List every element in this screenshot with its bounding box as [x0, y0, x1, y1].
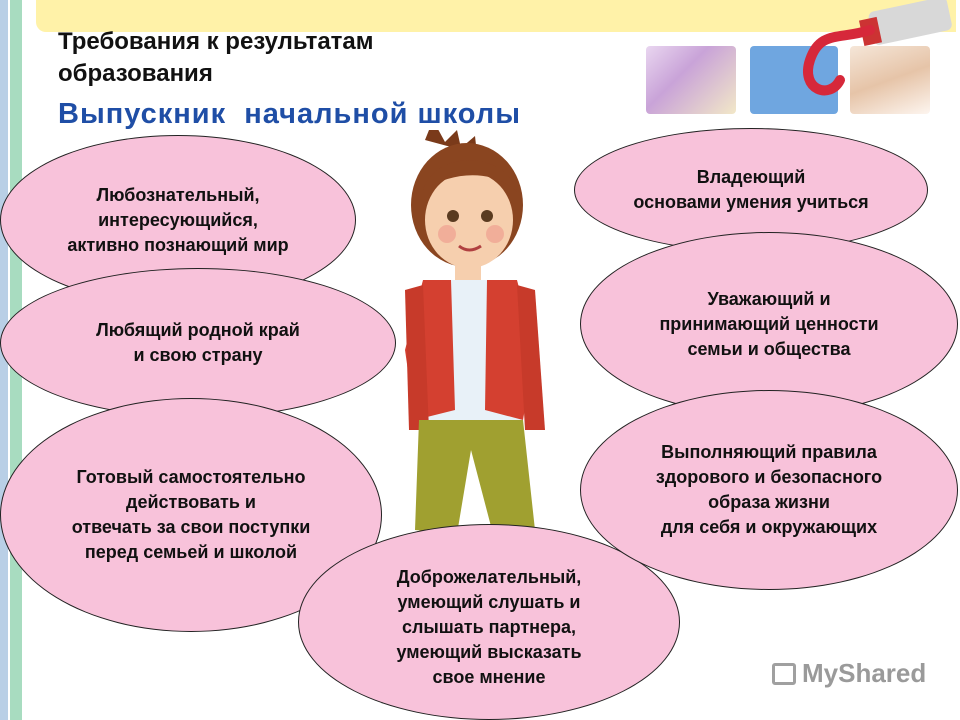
paint-tube-icon: [800, 0, 960, 110]
myshared-watermark: MyShared: [772, 658, 926, 689]
quality-friendly: Доброжелательный, умеющий слушать и слышать партнера, умеющий высказать свое мнение: [298, 524, 680, 720]
myshared-logo-icon: [772, 663, 796, 685]
quality-curious: Любознательный, интересующийся, активно познающий мир: [0, 135, 356, 305]
page-title: Требования к результатам образования: [58, 28, 374, 87]
page-subtitle: Выпускник начальной школы: [58, 98, 521, 130]
quality-healthy-lifestyle: Выполняющий правила здорового и безопасного образа жизни для себя и окружающих: [580, 390, 958, 590]
quality-self-reliant: Готовый самостоятельно действовать и отвечать за свои поступки перед семьей и школой: [0, 398, 382, 632]
pencils-photo: [646, 46, 736, 114]
quality-learning-skills: Владеющий основами умения учиться: [574, 128, 928, 252]
quality-love-homeland: Любящий родной край и свою страну: [0, 268, 396, 418]
quality-family-values: Уважающий и принимающий ценности семьи и общества: [580, 232, 958, 416]
boy-illustration: [395, 130, 585, 550]
